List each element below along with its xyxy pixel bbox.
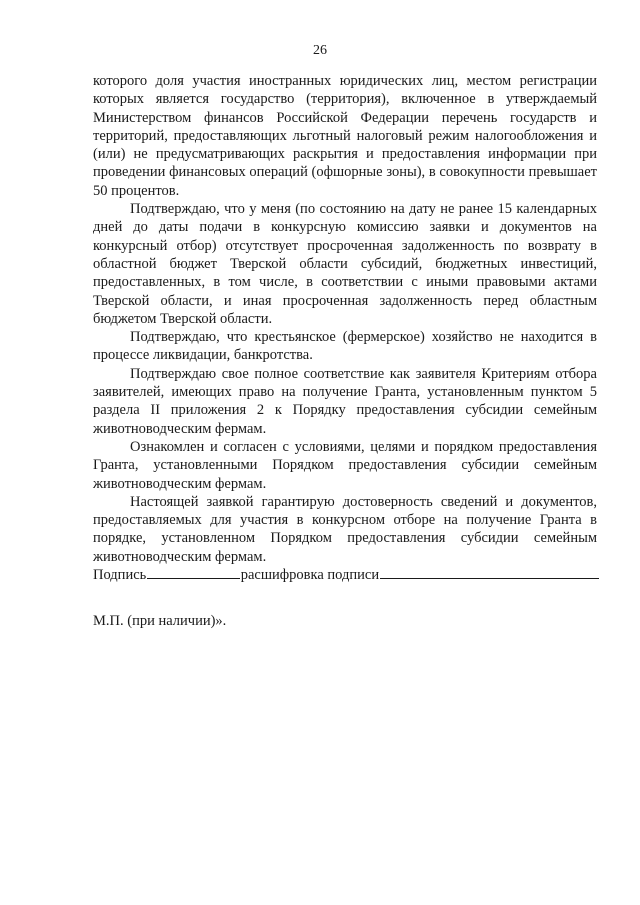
paragraph-accuracy-guarantee: Настоящей заявкой гарантирую достоверность сведений и документов, предоставляемых для участия в конкурсном отборе на получение Гранта в порядке, установленном Порядком предоставления субсидии семейным животноводческим фермам. <box>93 493 597 565</box>
document-body <box>93 72 597 566</box>
stamp-note: М.П. (при наличии)». <box>93 613 227 629</box>
page-number: 26 <box>313 43 327 58</box>
paragraph-terms-acknowledgement: Ознакомлен и согласен с условиями, целями и порядком предоставления Гранта, установленными Порядком предоставления субсидии семейным животноводческим фермам. <box>93 438 597 492</box>
paragraph-offshore-clause: которого доля участия иностранных юридических лиц, местом регистрации которых является государство (территория), включенное в утверждаемый Министерством финансов Российской Федерации перечень государств и территорий, предоставляющих льготный налоговый режим налогообложения и (или) не предусматривающих раскрытия и предоставления информации при проведении финансовых операций (офшорные зоны), в совокупности превышает 50 процентов. <box>93 73 597 199</box>
signature-transcript-blank <box>380 564 599 579</box>
paragraph-no-liquidation-confirmation: Подтверждаю, что крестьянское (фермерское) хозяйство не находится в процессе ликвидации, банкротства. <box>93 329 597 364</box>
signature-blank <box>147 564 239 579</box>
signature-line <box>93 564 599 584</box>
paragraph-criteria-compliance: Подтверждаю свое полное соответствие как заявителя Критериям отбора заявителей, имеющих право на получение Гранта, установленным пунктом 5 раздела II приложения 2 к Порядку предоставления субсидии семейным животноводческим фермам. <box>93 365 597 437</box>
signature-transcript-label: расшифровка подписи <box>240 567 380 583</box>
paragraph-no-debt-confirmation: Подтверждаю, что у меня (по состоянию на дату не ранее 15 календарных дней до даты подачи в конкурсную комиссию заявки и документов на конкурсный отбор) отсутствует просроченная задолженность по возврату в областной бюджет Тверской области субсидий, бюджетных инвестиций, предоставленных, в том числе, в соответствии с иными правовыми актами Тверской области, и иная просроченная задолженность перед областным бюджетом Тверской области. <box>93 201 597 327</box>
signature-label: Подпись <box>93 567 147 583</box>
